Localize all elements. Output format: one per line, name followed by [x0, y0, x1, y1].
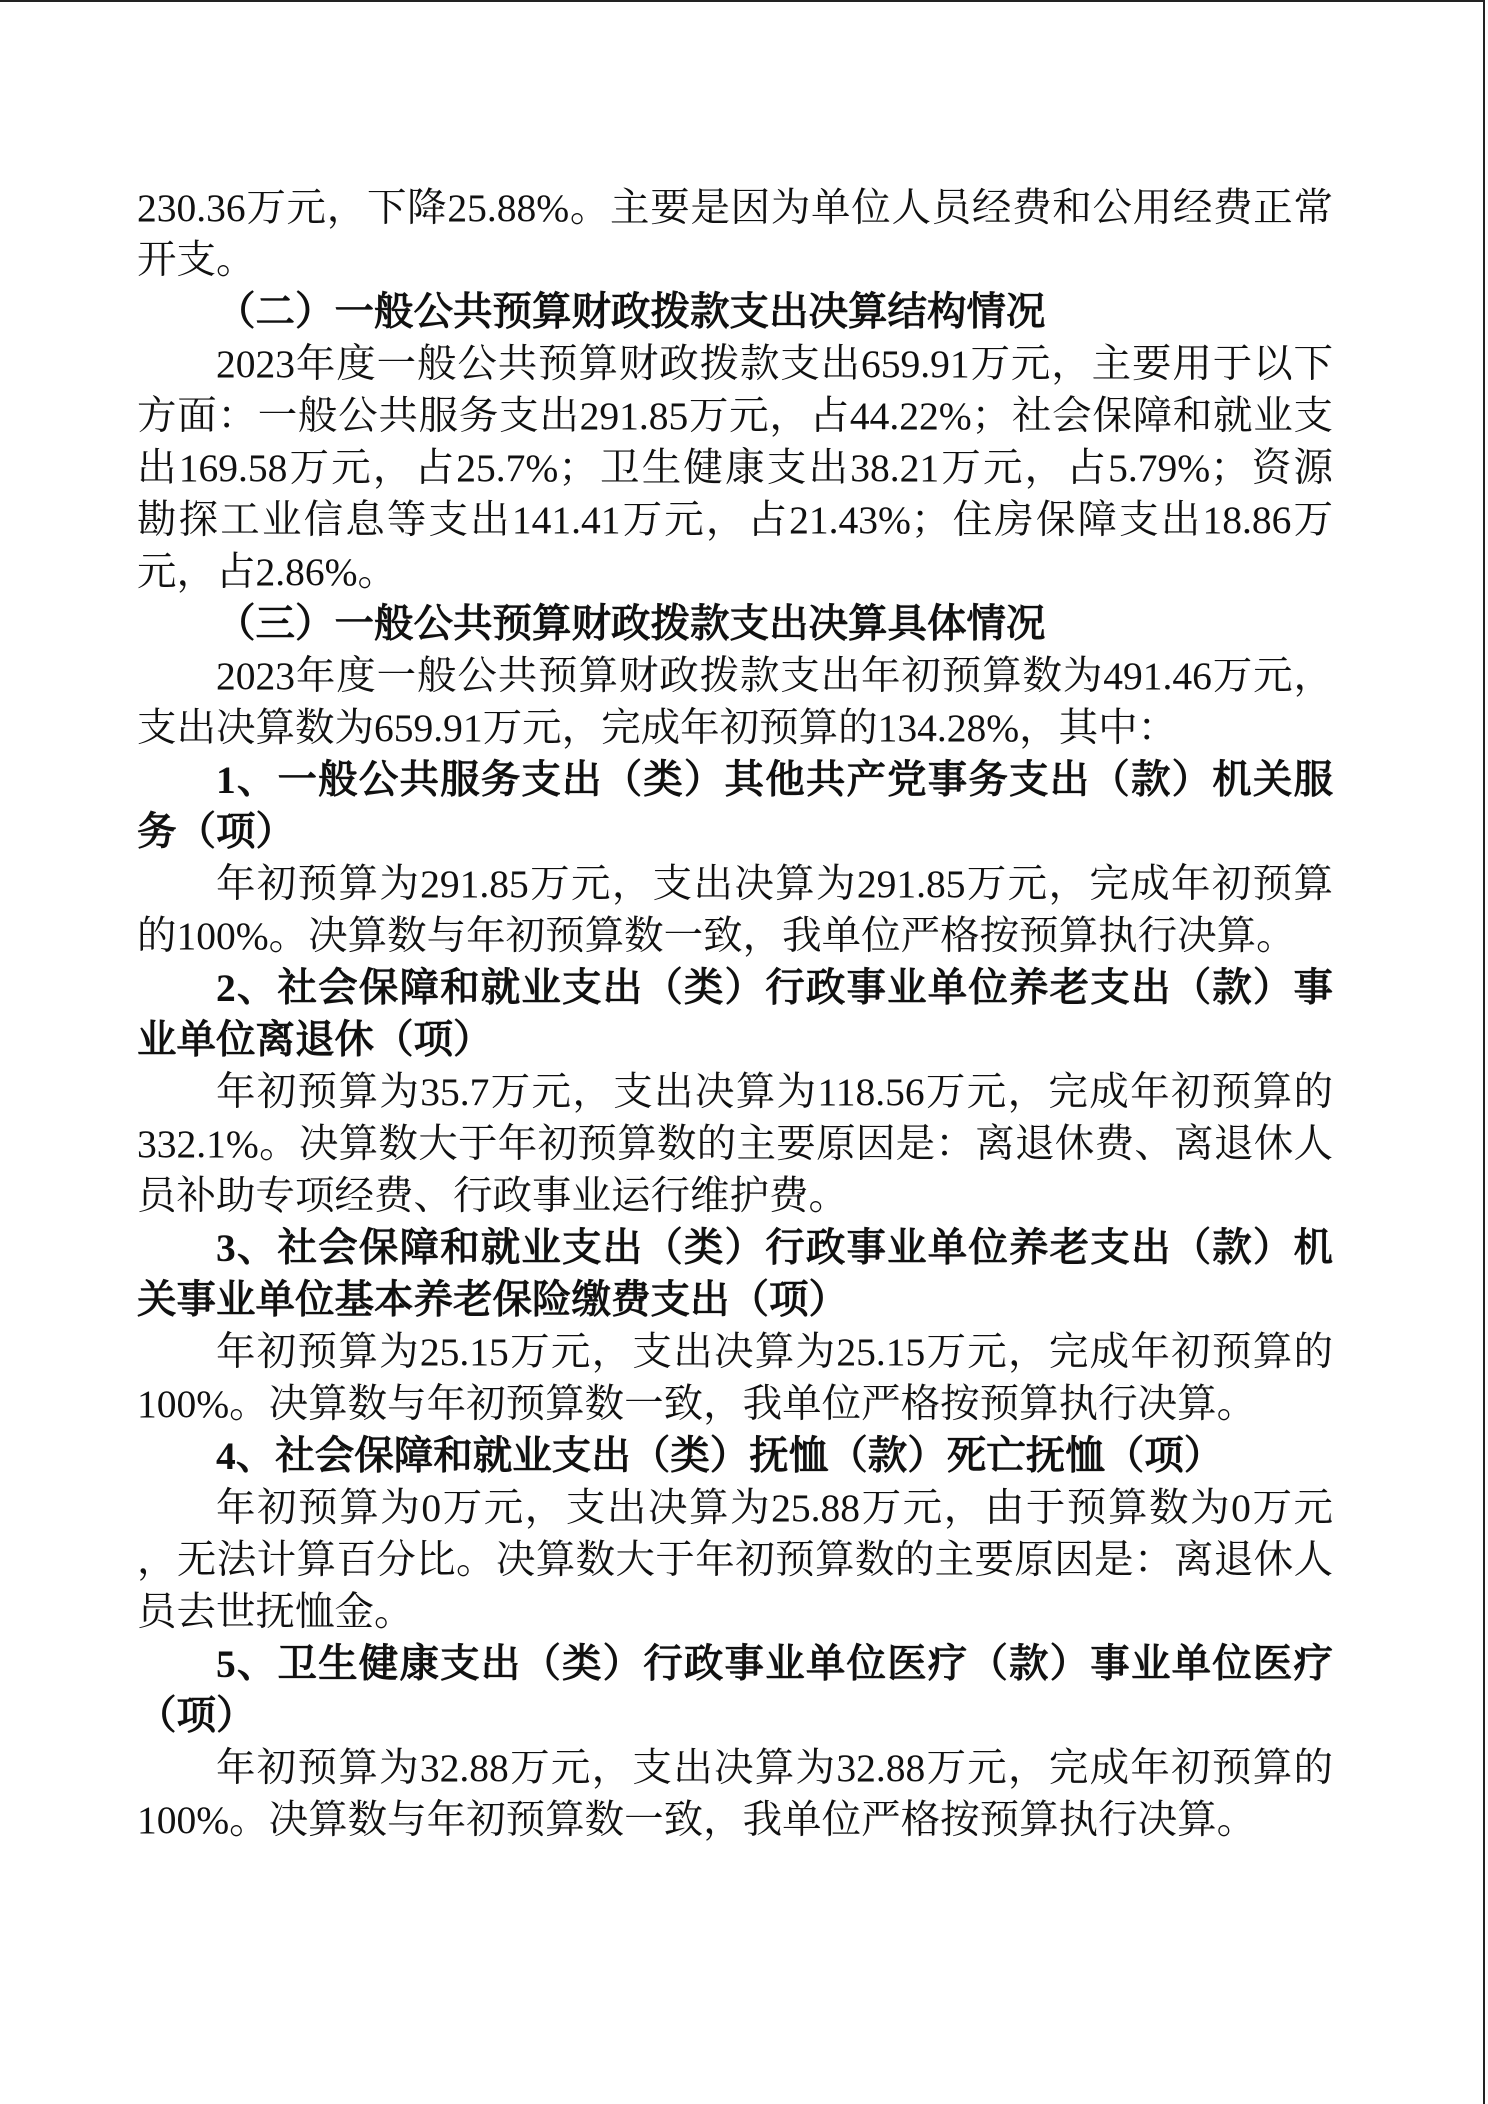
item-heading: 3、社会保障和就业支出（类）行政事业单位养老支出（款）机	[216, 1226, 1333, 1270]
text-line: 年初预算为35.7万元，支出决算为118.56万元，完成年初预算的	[216, 1070, 1333, 1114]
item-heading: 关事业单位基本养老保险缴费支出（项）	[137, 1278, 848, 1322]
text-line: 332.1%。决算数大于年初预算数的主要原因是：离退休费、离退休人	[137, 1122, 1333, 1166]
text-line: 出169.58万元，占25.7%；卫生健康支出38.21万元，占5.79%；资源	[137, 446, 1333, 490]
section-heading: （三）一般公共预算财政拨款支出决算具体情况	[216, 602, 1046, 646]
item-heading: 业单位离退休（项）	[137, 1018, 493, 1062]
text-line: 的100%。决算数与年初预算数一致，我单位严格按预算执行决算。	[137, 914, 1296, 958]
text-line: 230.36万元，下降25.88%。主要是因为单位人员经费和公用经费正常	[137, 186, 1333, 230]
text-line: 年初预算为25.15万元，支出决算为25.15万元，完成年初预算的	[216, 1330, 1333, 1374]
text-line: 员补助专项经费、行政事业运行维护费。	[137, 1174, 848, 1218]
item-heading: 2、社会保障和就业支出（类）行政事业单位养老支出（款）事	[216, 966, 1333, 1010]
text-line: 开支。	[137, 238, 256, 282]
item-heading: 4、社会保障和就业支出（类）抚恤（款）死亡抚恤（项）	[216, 1434, 1224, 1478]
item-heading: 1、一般公共服务支出（类）其他共产党事务支出（款）机关服	[216, 758, 1333, 802]
text-line: 年初预算为32.88万元，支出决算为32.88万元，完成年初预算的	[216, 1746, 1333, 1790]
text-line: 100%。决算数与年初预算数一致，我单位严格按预算执行决算。	[137, 1798, 1257, 1842]
text-line: 2023年度一般公共预算财政拨款支出659.91万元，主要用于以下	[216, 342, 1333, 386]
text-line: 勘探工业信息等支出141.41万元，占21.43%；住房保障支出18.86万	[137, 498, 1333, 542]
item-heading: 务（项）	[137, 810, 295, 854]
text-line: 方面：一般公共服务支出291.85万元，占44.22%；社会保障和就业支	[137, 394, 1333, 438]
text-line: 员去世抚恤金。	[137, 1590, 414, 1634]
text-line: 支出决算数为659.91万元，完成年初预算的134.28%，其中：	[137, 706, 1178, 750]
text-line: ，无法计算百分比。决算数大于年初预算数的主要原因是：离退休人	[137, 1538, 1333, 1582]
item-heading: 5、卫生健康支出（类）行政事业单位医疗（款）事业单位医疗	[216, 1642, 1333, 1686]
text-line: 2023年度一般公共预算财政拨款支出年初预算数为491.46万元，	[216, 654, 1333, 698]
section-heading: （二）一般公共预算财政拨款支出决算结构情况	[216, 290, 1046, 334]
text-line: 年初预算为291.85万元，支出决算为291.85万元，完成年初预算	[216, 862, 1333, 906]
item-heading: （项）	[137, 1694, 256, 1738]
document-body	[137, 182, 1333, 1846]
text-line: 元，占2.86%。	[137, 550, 398, 594]
text-line: 年初预算为0万元，支出决算为25.88万元，由于预算数为0万元	[216, 1486, 1333, 1530]
text-line: 100%。决算数与年初预算数一致，我单位严格按预算执行决算。	[137, 1382, 1257, 1426]
